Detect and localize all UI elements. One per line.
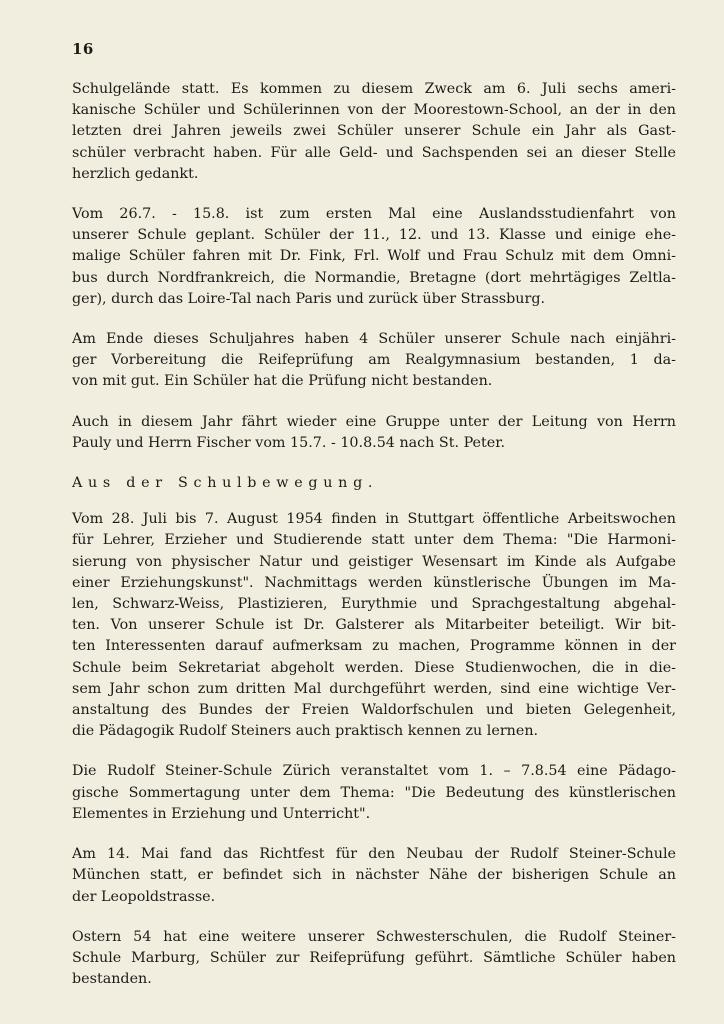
- section-paragraphs: [72, 509, 676, 990]
- text-line: ger), durch das Loire-Tal nach Paris und zurück über Strassburg.: [72, 290, 546, 307]
- text-line: Pauly und Herrn Fischer vom 15.7. - 10.8.54 nach St. Peter.: [72, 434, 506, 451]
- text-line: für Lehrer, Erzieher und Studierende statt unter dem Thema: "Die Harmoni-: [72, 532, 676, 549]
- text-line: Am 14. Mai fand das Richtfest für den Neubau der Rudolf Steiner-Schule: [72, 846, 676, 863]
- paragraph: [72, 927, 676, 991]
- text-line: gische Sommertagung unter dem Thema: "Die Bedeutung des künstlerischen: [72, 784, 676, 801]
- text-line: unserer Schule geplant. Schüler der 11., 12. und 13. Klasse und einige ehe-: [72, 227, 676, 244]
- text-line: Schulgelände statt. Es kommen zu diesem Zweck am 6. Juli sechs ameri-: [72, 81, 676, 97]
- text-line: ten. Von unserer Schule ist Dr. Galsterer als Mitarbeiter beteiligt. Wir bit-: [72, 617, 676, 634]
- paragraph: [72, 509, 676, 742]
- paragraph: [72, 761, 676, 825]
- text-line: anstaltung des Bundes der Freien Waldorfschulen und bieten Gelegenheit,: [72, 702, 676, 719]
- text-line: Schule beim Sekretariat abgeholt werden. Diese Studienwochen, die in die-: [72, 659, 676, 676]
- text-line: Elementes in Erziehung und Unterricht".: [72, 805, 371, 822]
- text-line: Vom 28. Juli bis 7. August 1954 finden in Stuttgart öffentliche Arbeitswochen: [72, 511, 676, 528]
- text-line: ger Vorbereitung die Reifeprüfung am Realgymnasium bestanden, 1 da-: [72, 352, 676, 369]
- intro-paragraphs: [72, 79, 676, 454]
- text-line: Schule Marburg, Schüler zur Reifeprüfung geführt. Sämtliche Schüler haben: [72, 949, 676, 966]
- paragraph: [72, 412, 676, 454]
- paragraph: [72, 844, 676, 908]
- text-line: Ostern 54 hat eine weitere unserer Schwesterschulen, die Rudolf Steiner-: [72, 928, 676, 945]
- text-line: sem Jahr schon zum dritten Mal durchgeführt werden, sind eine wichtige Ver-: [72, 680, 676, 697]
- page-number: 16: [72, 40, 94, 58]
- text-line: malige Schüler fahren mit Dr. Fink, Frl. Wolf und Frau Schulz mit dem Omni-: [72, 248, 676, 265]
- text-line: bus durch Nordfrankreich, die Normandie, Bretagne (dort mehrtägiges Zeltla-: [72, 269, 676, 286]
- text-line: ten Interessenten darauf aufmerksam zu machen, Programme können in der: [72, 638, 676, 655]
- text-line: herzlich gedankt.: [72, 165, 199, 182]
- text-line: sierung von physischer Natur und geistiger Wesensart im Kinde als Aufgabe: [72, 553, 676, 570]
- text-line: kanische Schüler und Schülerinnen von der Moorestown-School, an der in den: [72, 102, 676, 119]
- text-line: len, Schwarz-Weiss, Plastizieren, Eurythmie und Sprachgestaltung abgehal-: [72, 596, 676, 613]
- text-line: München statt, er befindet sich in nächster Nähe der bisherigen Schule an: [72, 867, 676, 884]
- text-line: der Leopoldstrasse.: [72, 888, 216, 905]
- text-line: Vom 26.7. - 15.8. ist zum ersten Mal eine Auslandsstudienfahrt von: [72, 206, 676, 223]
- paragraph: [72, 204, 676, 310]
- section-heading: Aus der Schulbewegung.: [72, 475, 379, 492]
- text-line: einer Erziehungskunst". Nachmittags werden künstlerische Übungen im Ma-: [72, 574, 676, 591]
- text-line: Die Rudolf Steiner-Schule Zürich veranstaltet vom 1. – 7.8.54 eine Pädago-: [72, 763, 676, 780]
- text-line: von mit gut. Ein Schüler hat die Prüfung nicht bestanden.: [72, 373, 493, 390]
- text-line: letzten drei Jahren jeweils zwei Schüler unserer Schule ein Jahr als Gast-: [72, 123, 676, 140]
- text-line: die Pädagogik Rudolf Steiners auch praktisch kennen zu lernen.: [72, 723, 539, 740]
- text-line: Auch in diesem Jahr fährt wieder eine Gruppe unter der Leitung von Herrn: [72, 413, 676, 430]
- text-line: bestanden.: [72, 971, 152, 988]
- text-line: Am Ende dieses Schuljahres haben 4 Schüler unserer Schule nach einjähri-: [72, 331, 676, 348]
- page-content: [72, 79, 676, 1009]
- text-line: schüler verbracht haben. Für alle Geld- und Sachspenden sei an dieser Stelle: [72, 144, 676, 161]
- paragraph: [72, 79, 676, 185]
- paragraph: [72, 329, 676, 393]
